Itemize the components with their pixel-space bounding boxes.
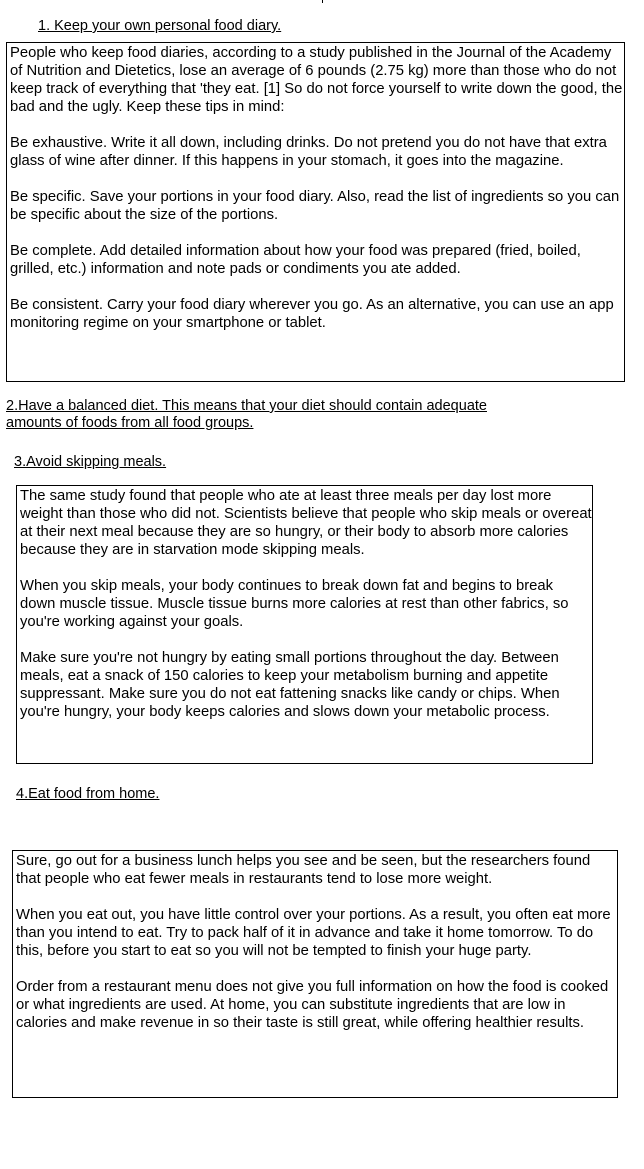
skipping-meals-textbox <box>16 485 593 764</box>
paragraph: Be specific. Save your portions in your food diary. Also, read the list of ingredients so you can be specific about the size of the portions. <box>10 189 620 223</box>
paragraph: Be complete. Add detailed information about how your food was prepared (fried, boiled, grilled, etc.) information and note pads or condiments you ate added. <box>10 243 581 277</box>
paragraph: The same study found that people who ate at least three meals per day lost more weight than those who did not. Scientists believe that people who skip meals or overeat at their next meal because they are so hungry, or their body to absorb more calories because they are in starvation mode skipping meals. <box>20 488 592 558</box>
heading-food-diary: 1. Keep your own personal food diary. <box>38 18 282 34</box>
paragraph: When you eat out, you have little control over your portions. As a result, you often eat more than you intend to eat. Try to pack half of it in advance and take it home tomorrow. To do this, before you start to eat so you will not be tempted to finish your huge party. <box>16 907 611 959</box>
heading-balanced-diet-line2: amounts of foods from all food groups. <box>6 415 254 431</box>
cursor-mark <box>322 0 323 3</box>
paragraph: Make sure you're not hungry by eating small portions throughout the day. Between meals, eat a snack of 150 calories to keep your metabolism burning and appetite suppressant. Make sure you do not eat fattening snacks like candy or chips. When you're hungry, your body keeps calories and slows down your metabolic process. <box>20 650 560 720</box>
heading-balanced-diet-line1: 2.Have a balanced diet. This means that your diet should contain adequate <box>6 398 487 414</box>
paragraph: Be exhaustive. Write it all down, including drinks. Do not pretend you do not have that extra glass of wine after dinner. If this happens in your stomach, it goes into the magazine. <box>10 135 607 169</box>
food-from-home-textbox <box>12 850 618 1098</box>
heading-food-from-home: 4.Eat food from home. <box>16 786 160 802</box>
food-diary-textbox <box>6 42 625 382</box>
paragraph: Sure, go out for a business lunch helps you see and be seen, but the researchers found that people who eat fewer meals in restaurants tend to lose more weight. <box>16 853 591 887</box>
paragraph: Order from a restaurant menu does not give you full information on how the food is cooked or what ingredients are used. At home, you can substitute ingredients that are low in calories and make revenue in so their taste is still great, while offering healthier results. <box>16 979 609 1031</box>
paragraph: People who keep food diaries, according to a study published in the Journal of the Academy of Nutrition and Dietetics, lose an average of 6 pounds (2.75 kg) more than those who do not keep track of everything that 'they eat. [1] So do not force yourself to write down the good, the bad and the ugly. Keep these tips in mind: <box>10 45 623 115</box>
paragraph: Be consistent. Carry your food diary wherever you go. As an alternative, you can use an app monitoring regime on your smartphone or tablet. <box>10 297 614 331</box>
heading-skipping-meals: 3.Avoid skipping meals. <box>14 454 167 470</box>
paragraph: When you skip meals, your body continues to break down fat and begins to break down muscle tissue. Muscle tissue burns more calories at rest than other fabrics, so you're working against your goals. <box>20 578 569 630</box>
